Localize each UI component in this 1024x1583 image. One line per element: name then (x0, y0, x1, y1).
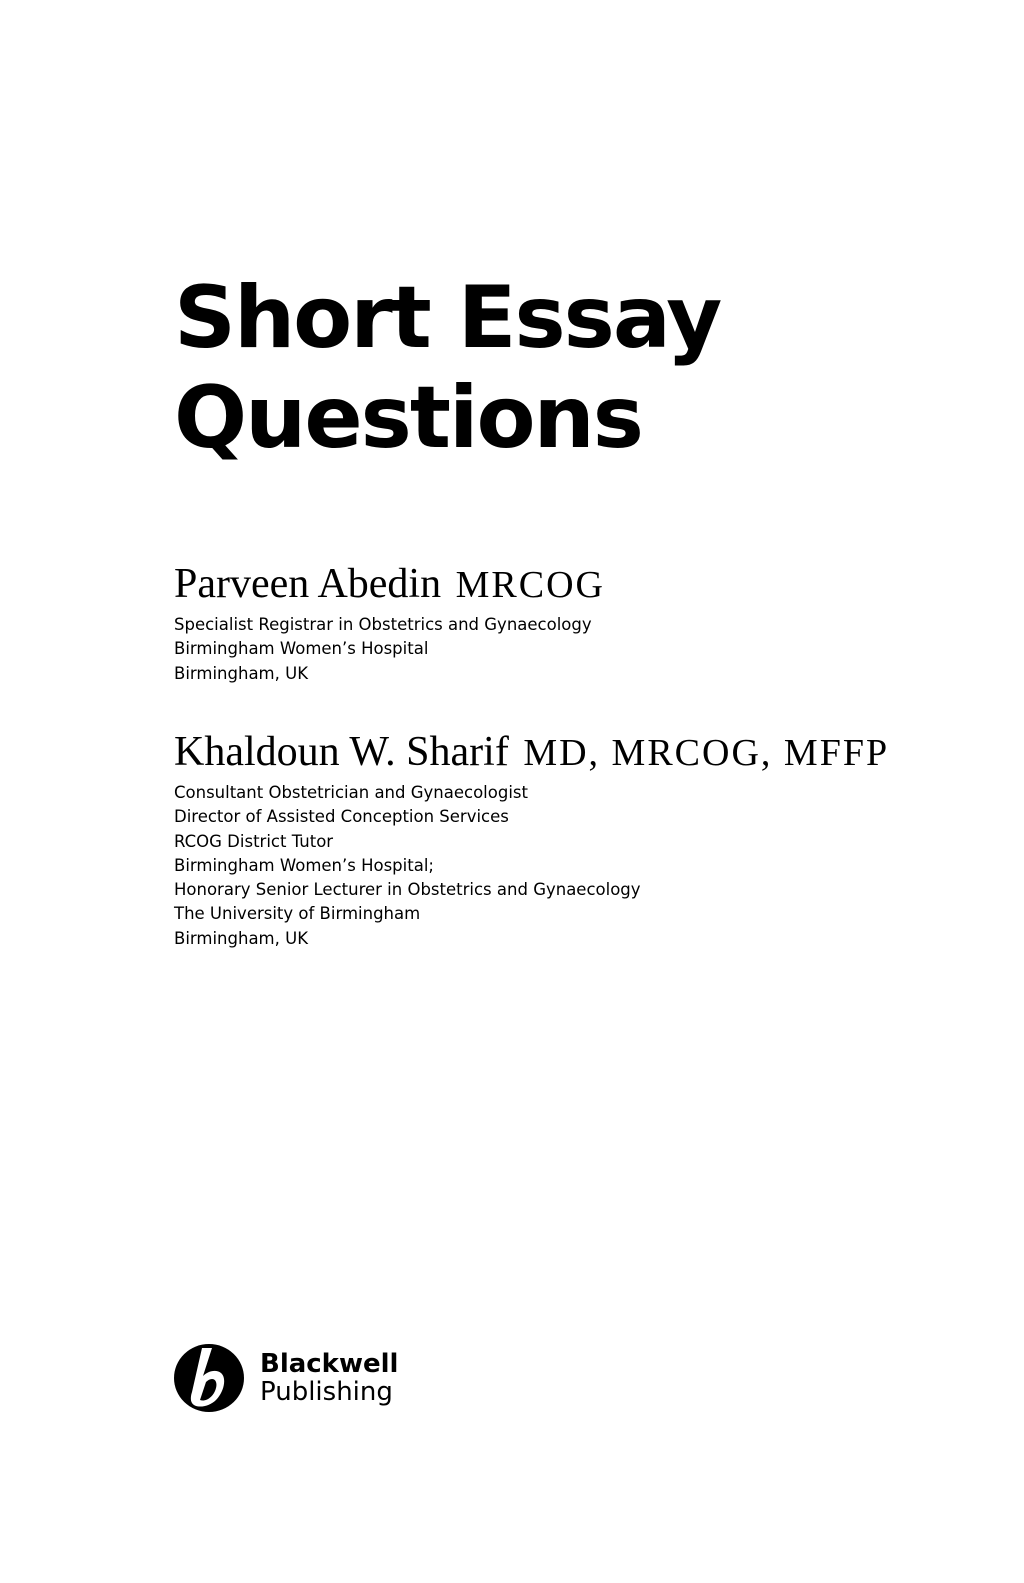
publisher-name-line-2: Publishing (260, 1377, 393, 1407)
author-block-2 (174, 730, 889, 951)
affiliation-line: Birmingham Women’s Hospital; (174, 855, 434, 875)
author-name: Parveen Abedin (174, 561, 442, 607)
publisher-imprint (172, 1342, 398, 1414)
affiliation-line: Honorary Senior Lecturer in Obstetrics and Gynaecology (174, 880, 641, 900)
book-title (174, 268, 720, 468)
blackwell-b-logo-icon (172, 1342, 246, 1414)
affiliation-line: Specialist Registrar in Obstetrics and Gynaecology (174, 615, 592, 634)
affiliation-line: Birmingham, UK (174, 663, 309, 683)
affiliation-line: RCOG District Tutor (174, 831, 334, 851)
author-affiliation (174, 613, 605, 686)
author-credentials: MD, MRCOG, MFFP (523, 732, 890, 774)
author-name-line (174, 562, 605, 607)
book-title-line-2: Questions (174, 368, 642, 468)
affiliation-line: Director of Assisted Conception Services (174, 807, 509, 827)
affiliation-line: Birmingham, UK (174, 928, 309, 948)
book-title-line-1: Short Essay (174, 268, 721, 368)
author-affiliation (174, 781, 889, 951)
publisher-name (260, 1350, 398, 1406)
author-block-1 (174, 562, 605, 686)
affiliation-line: Consultant Obstetrician and Gynaecologist (174, 783, 528, 802)
author-name-line (174, 730, 889, 775)
affiliation-line: The University of Birmingham (174, 904, 421, 924)
author-credentials: MRCOG (455, 564, 605, 606)
affiliation-line: Birmingham Women’s Hospital (174, 639, 429, 659)
author-name: Khaldoun W. Sharif (174, 729, 509, 775)
publisher-name-line-1: Blackwell (260, 1349, 399, 1379)
